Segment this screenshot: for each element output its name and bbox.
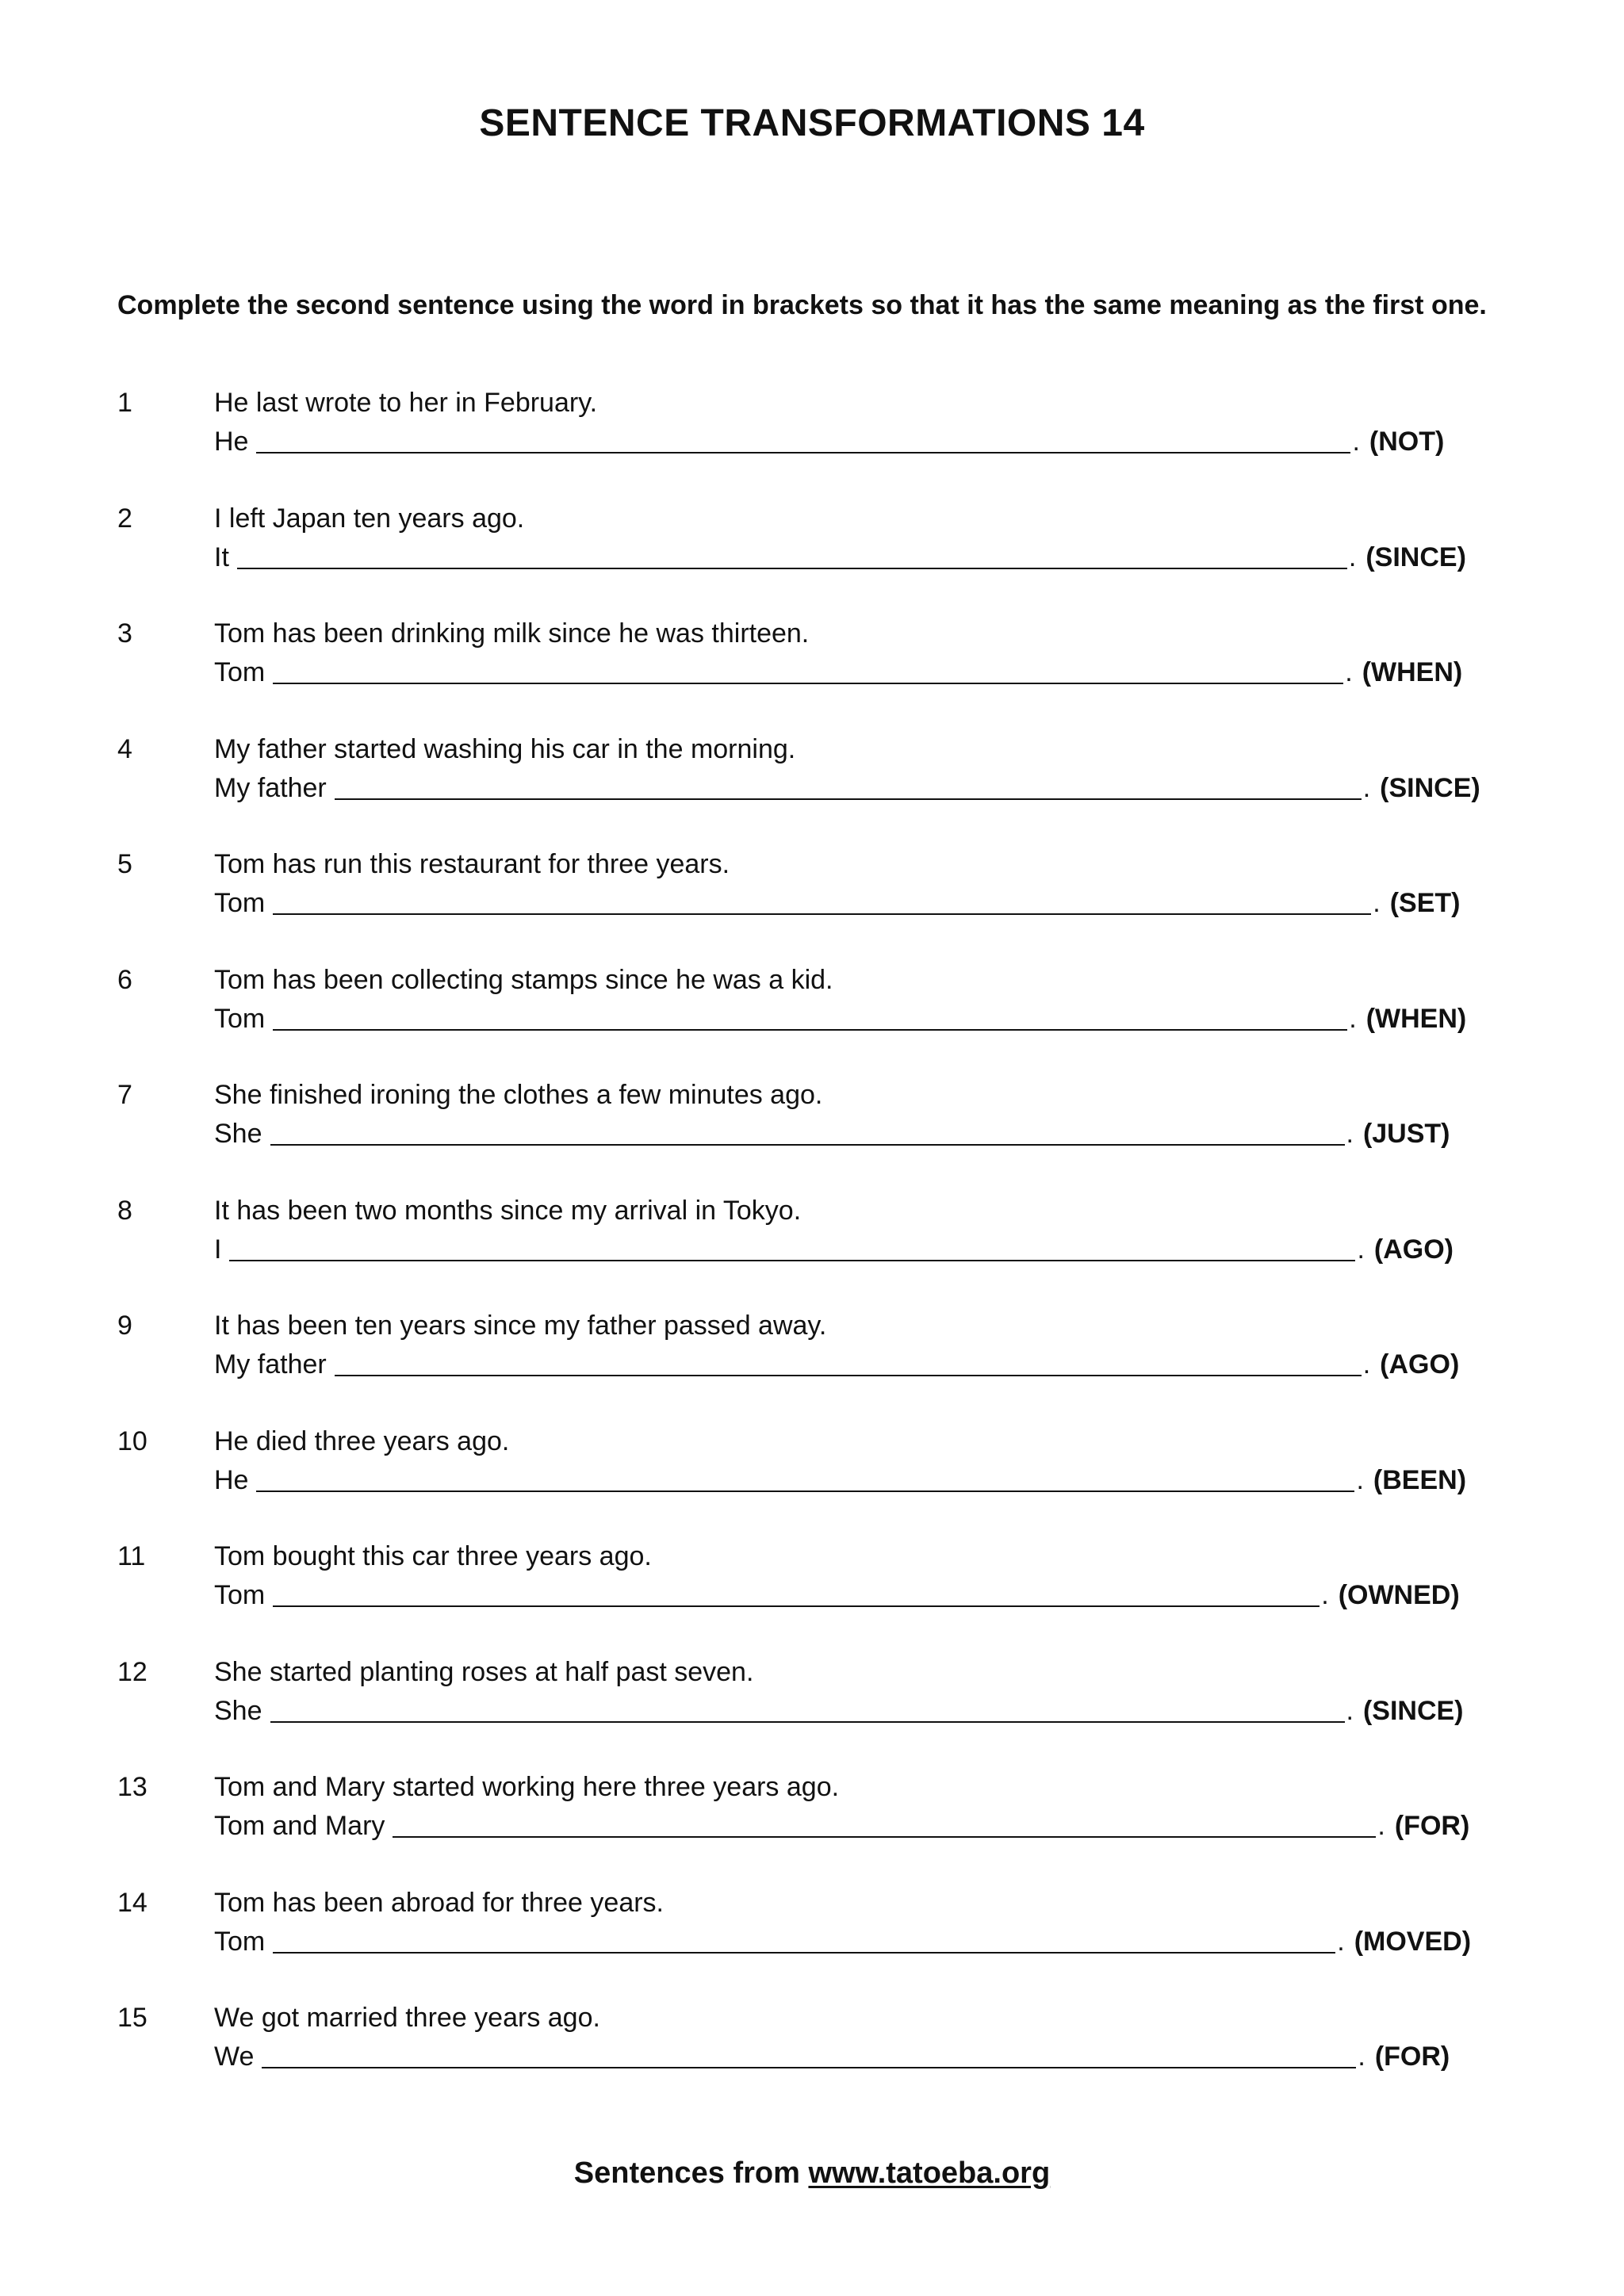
original-sentence: She finished ironing the clothes a few minutes ago. — [214, 1080, 823, 1110]
original-sentence: Tom has been collecting stamps since he was a kid. — [214, 964, 833, 995]
original-sentence: It has been ten years since my father passed away. — [214, 1311, 827, 1341]
keyword: (WHEN) — [1365, 1003, 1467, 1034]
period: . — [1377, 1811, 1385, 1841]
transformation-line — [214, 999, 1610, 1038]
item-number: 11 — [117, 1541, 146, 1571]
answer-blank[interactable] — [270, 1694, 1345, 1723]
exercise-item — [117, 1537, 1513, 1653]
original-sentence: Tom has been abroad for three years. — [214, 1887, 664, 1918]
answer-blank[interactable] — [393, 1809, 1376, 1838]
keyword: (JUST) — [1362, 1119, 1450, 1149]
transformation-line — [214, 1922, 1610, 1961]
sentence-starter: My father — [214, 772, 327, 803]
sentence-starter: It — [214, 541, 229, 572]
original-sentence: She started planting roses at half past seven. — [214, 1656, 754, 1687]
exercise-item — [117, 1076, 1513, 1192]
exercise-item — [117, 614, 1513, 730]
exercise-item — [117, 1653, 1513, 1769]
answer-blank[interactable] — [335, 771, 1362, 800]
transformation-line — [214, 768, 1610, 807]
transformation-line — [214, 1691, 1610, 1730]
period: . — [1358, 2042, 1365, 2072]
transformation-line — [214, 883, 1610, 922]
sentence-starter: Tom — [214, 1003, 266, 1034]
transformation-line — [214, 652, 1610, 691]
item-number: 5 — [117, 849, 132, 879]
transformation-line — [214, 1345, 1610, 1383]
period: . — [1362, 772, 1371, 803]
period: . — [1345, 657, 1353, 687]
keyword: (AGO) — [1373, 1234, 1454, 1265]
exercise-item — [117, 1768, 1513, 1884]
item-number: 1 — [117, 388, 132, 418]
transformation-line — [214, 1460, 1610, 1499]
transformation-line — [214, 1806, 1610, 1845]
period: . — [1348, 541, 1357, 572]
original-sentence: Tom bought this car three years ago. — [214, 1541, 652, 1571]
footer-prefix: Sentences from — [573, 2156, 800, 2190]
original-sentence: We got married three years ago. — [214, 2003, 600, 2033]
exercise-item — [117, 499, 1513, 615]
exercise-item — [117, 961, 1513, 1077]
instructions: Complete the second sentence using the word in brackets so that it has the same meaning as the first one. — [117, 290, 1487, 320]
exercise-item — [117, 384, 1513, 499]
item-number: 6 — [117, 964, 132, 995]
item-number: 14 — [117, 1887, 147, 1918]
sentence-starter: She — [214, 1695, 262, 1726]
keyword: (SINCE) — [1380, 772, 1480, 803]
answer-blank[interactable] — [270, 1117, 1345, 1146]
period: . — [1352, 427, 1360, 457]
keyword: (FOR) — [1374, 2042, 1450, 2072]
sentence-starter: Tom — [214, 888, 266, 918]
item-number: 2 — [117, 503, 132, 534]
answer-blank[interactable] — [335, 1348, 1362, 1376]
footer — [0, 2156, 1624, 2191]
original-sentence: He died three years ago. — [214, 1425, 510, 1456]
period: . — [1337, 1926, 1345, 1957]
exercise-item — [117, 1884, 1513, 1999]
sentence-starter: Tom — [214, 1926, 266, 1957]
sentence-starter: I — [214, 1234, 222, 1265]
answer-blank[interactable] — [229, 1233, 1355, 1261]
original-sentence: It has been two months since my arrival in Tokyo. — [214, 1195, 802, 1226]
item-number: 9 — [117, 1311, 132, 1341]
keyword: (OWNED) — [1338, 1580, 1460, 1610]
item-number: 15 — [117, 2003, 147, 2033]
tatoeba-link[interactable]: www.tatoeba.org — [808, 2156, 1051, 2190]
exercise-item — [117, 1422, 1513, 1538]
answer-blank[interactable] — [262, 2040, 1356, 2068]
original-sentence: Tom has run this restaurant for three years. — [214, 849, 730, 879]
item-number: 13 — [117, 1772, 147, 1802]
period: . — [1362, 1349, 1371, 1380]
item-number: 7 — [117, 1080, 132, 1110]
original-sentence: My father started washing his car in the morning. — [214, 733, 796, 764]
keyword: (SINCE) — [1362, 1695, 1464, 1726]
exercise-list — [117, 384, 1513, 2114]
transformation-line — [214, 1230, 1610, 1269]
exercise-item — [117, 730, 1513, 846]
period: . — [1357, 1234, 1365, 1265]
page-title: SENTENCE TRANSFORMATIONS 14 — [479, 102, 1145, 144]
original-sentence: I left Japan ten years ago. — [214, 503, 525, 534]
sentence-starter: Tom — [214, 1580, 266, 1610]
exercise-item — [117, 1307, 1513, 1422]
sentence-starter: She — [214, 1119, 262, 1149]
answer-blank[interactable] — [237, 541, 1347, 569]
exercise-item — [117, 845, 1513, 961]
item-number: 12 — [117, 1656, 147, 1687]
original-sentence: Tom has been drinking milk since he was thirteen. — [214, 618, 810, 649]
keyword: (NOT) — [1369, 427, 1445, 457]
sentence-starter: Tom — [214, 657, 266, 687]
transformation-line — [214, 1114, 1610, 1153]
exercise-item — [117, 1192, 1513, 1307]
item-number: 8 — [117, 1195, 132, 1226]
item-number: 3 — [117, 618, 132, 649]
answer-blank[interactable] — [256, 425, 1350, 453]
sentence-starter: He — [214, 427, 249, 457]
answer-blank[interactable] — [273, 1002, 1347, 1031]
keyword: (AGO) — [1380, 1349, 1460, 1380]
item-number: 4 — [117, 733, 132, 764]
answer-blank[interactable] — [273, 656, 1343, 684]
item-number: 10 — [117, 1425, 147, 1456]
period: . — [1373, 888, 1381, 918]
keyword: (SET) — [1389, 888, 1461, 918]
period: . — [1346, 1119, 1354, 1149]
answer-blank[interactable] — [256, 1464, 1354, 1492]
keyword: (WHEN) — [1362, 657, 1463, 687]
keyword: (SINCE) — [1365, 541, 1466, 572]
answer-blank[interactable] — [273, 1925, 1335, 1954]
keyword: (BEEN) — [1373, 1464, 1467, 1495]
transformation-line — [214, 2037, 1610, 2076]
period: . — [1349, 1003, 1357, 1034]
sentence-starter: My father — [214, 1349, 327, 1380]
keyword: (MOVED) — [1354, 1926, 1472, 1957]
sentence-starter: We — [214, 2042, 255, 2072]
transformation-line — [214, 422, 1610, 461]
keyword: (FOR) — [1394, 1811, 1470, 1841]
original-sentence: Tom and Mary started working here three years ago. — [214, 1772, 840, 1802]
transformation-line — [214, 1575, 1610, 1614]
period: . — [1321, 1580, 1329, 1610]
period: . — [1356, 1464, 1364, 1495]
period: . — [1346, 1695, 1354, 1726]
sentence-starter: Tom and Mary — [214, 1811, 385, 1841]
answer-blank[interactable] — [273, 1578, 1320, 1607]
original-sentence: He last wrote to her in February. — [214, 388, 598, 418]
transformation-line — [214, 538, 1610, 576]
exercise-item — [117, 1999, 1513, 2114]
answer-blank[interactable] — [273, 886, 1371, 915]
sentence-starter: He — [214, 1464, 249, 1495]
